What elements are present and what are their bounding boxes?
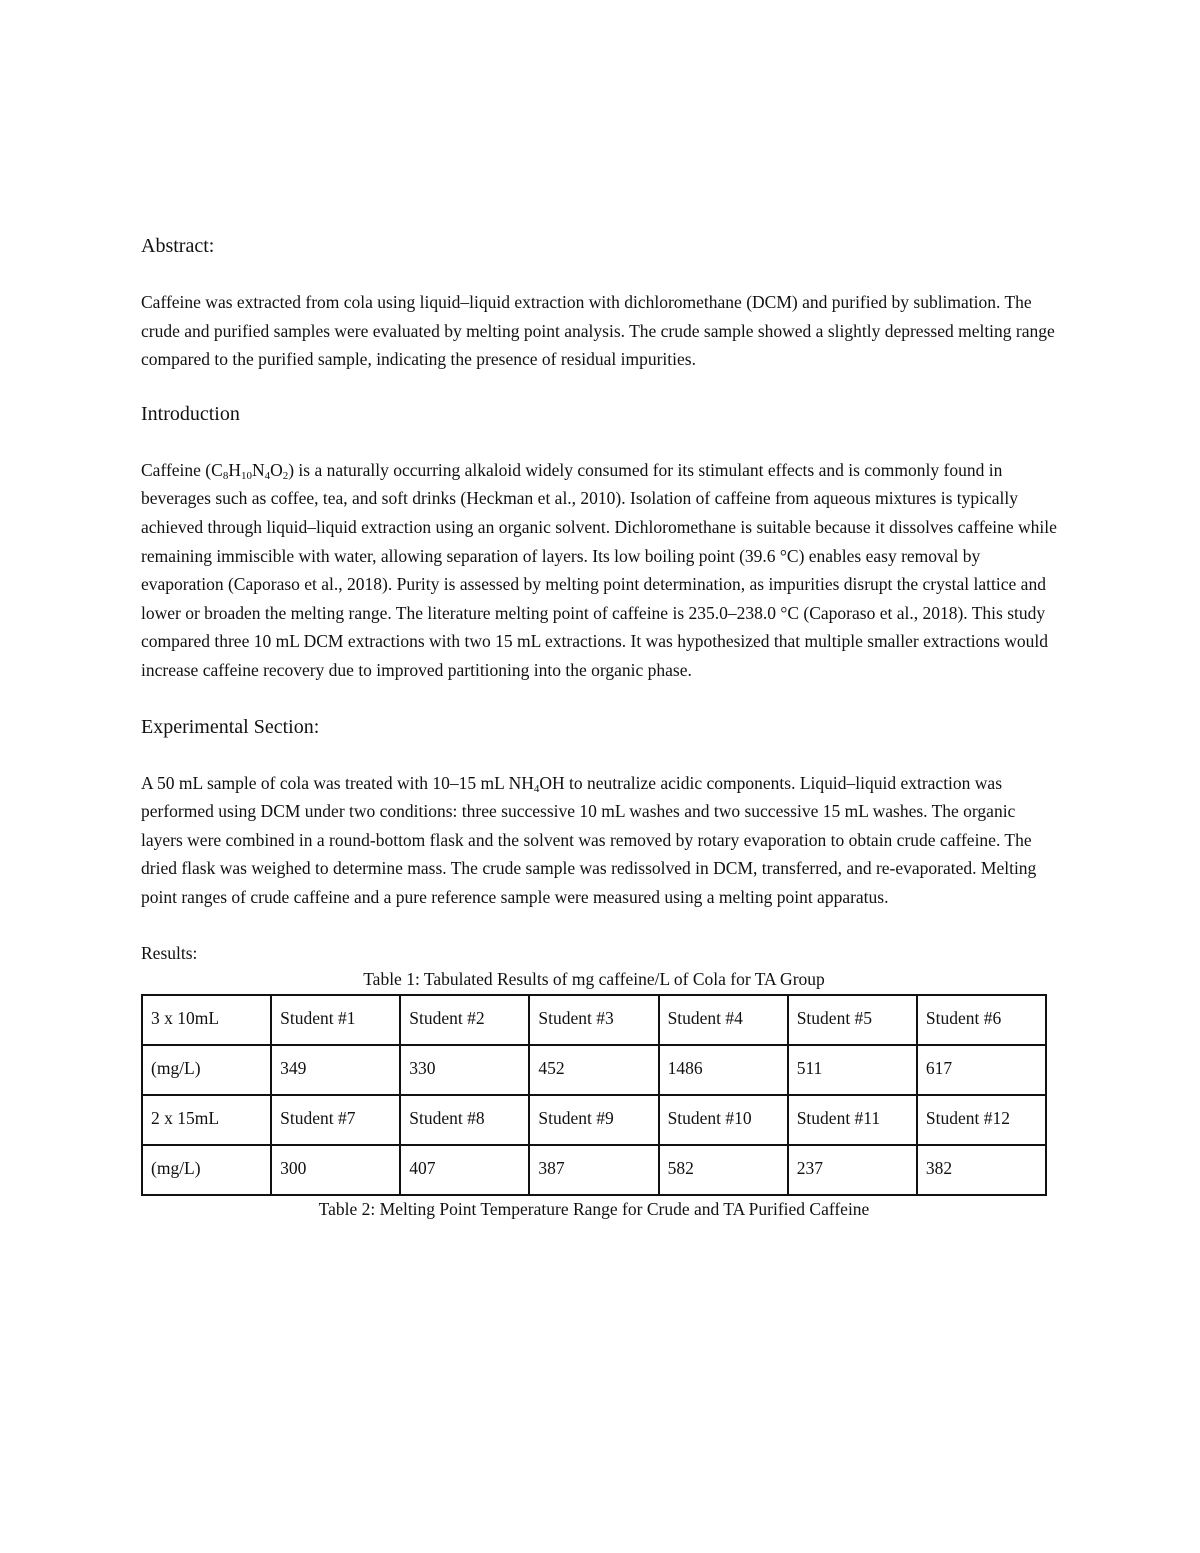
document-page: [141, 232, 1061, 1222]
formula-h-subscript: 10: [240, 469, 252, 482]
abstract-text: Caffeine was extracted from cola using liquid–liquid extraction with dichloromethane (DCM) and purified by sublimation. The crude and purified samples were evaluated by melting point analysis. The crude sample showed a slightly depressed melting range compared to the purified sample, indicating the presence of residual impurities.: [141, 292, 1055, 370]
table-cell: 452: [529, 1045, 658, 1095]
formula-o-subscript: 2: [282, 469, 289, 482]
formula-o: O: [270, 459, 283, 480]
table-cell: Student #3: [529, 995, 658, 1045]
abstract-heading: Abstract:: [141, 235, 215, 257]
nh4-subscript: 4: [533, 782, 540, 795]
table-cell: Student #2: [400, 995, 529, 1045]
table-cell: 617: [917, 1045, 1046, 1095]
table-cell: Student #8: [400, 1095, 529, 1145]
table-cell: 300: [271, 1145, 400, 1195]
experimental-text: [141, 769, 1061, 912]
table-cell: 382: [917, 1145, 1046, 1195]
table-cell: (mg/L): [142, 1145, 271, 1195]
table-cell: 511: [788, 1045, 917, 1095]
table2-caption: Table 2: Melting Point Temperature Range for Crude and TA Purified Caffeine: [318, 1198, 870, 1219]
formula-n: N: [251, 459, 265, 480]
table-cell: (mg/L): [142, 1045, 271, 1095]
introduction-text: [141, 456, 1061, 685]
table-cell: Student #1: [271, 995, 400, 1045]
formula-n-subscript: 4: [264, 469, 271, 482]
table-cell: 582: [659, 1145, 788, 1195]
table-cell: Student #7: [271, 1095, 400, 1145]
table-cell: 1486: [659, 1045, 788, 1095]
table-cell: Student #12: [917, 1095, 1046, 1145]
table-cell: Student #5: [788, 995, 917, 1045]
table-cell: 407: [400, 1145, 529, 1195]
table-cell: Student #10: [659, 1095, 788, 1145]
table-row: [142, 995, 1046, 1045]
table-row: [142, 1095, 1046, 1145]
table-cell: 3 x 10mL: [142, 995, 271, 1045]
table-cell: 2 x 15mL: [142, 1095, 271, 1145]
table-cell: 330: [400, 1045, 529, 1095]
table1-caption: Table 1: Tabulated Results of mg caffeine/L of Cola for TA Group: [363, 968, 825, 989]
table-cell: Student #6: [917, 995, 1046, 1045]
formula-h: H: [228, 459, 241, 480]
table-cell: 237: [788, 1145, 917, 1195]
experimental-heading: Experimental Section:: [141, 715, 320, 738]
formula-c-subscript: 8: [222, 469, 229, 482]
caffeine-results-table: [141, 994, 1047, 1196]
results-label: Results:: [141, 942, 198, 963]
table-cell: 387: [529, 1145, 658, 1195]
introduction-heading: Introduction: [141, 402, 240, 425]
table-row: [142, 1145, 1046, 1195]
table-cell: Student #4: [659, 995, 788, 1045]
experimental-body-end: OH to neutralize acidic components. Liquid–liquid extraction was performed using DCM under two conditions: three successive 10 mL washes and two successive 15 mL washes. The organic layers were combined in a round-bottom flask and the solvent was removed by rotary evaporation to obtain crude caffeine. The dried flask was weighed to determine mass. The crude sample was redissolved in DCM, transferred, and re-evaporated. Melting point ranges of crude caffeine and a pure reference sample were measured using a melting point apparatus.: [141, 772, 1037, 907]
table-cell: 349: [271, 1045, 400, 1095]
introduction-body: ) is a naturally occurring alkaloid widely consumed for its stimulant effects and is commonly found in beverages such as coffee, tea, and soft drinks (Heckman et al., 2010). Isolation of caffeine from aqueous mixtures is typically achieved through liquid–liquid extraction using an organic solvent. Dichloromethane is suitable because it dissolves caffeine while remaining immiscible with water, allowing separation of layers. Its low boiling point (39.6 °C) enables easy removal by evaporation (Caporaso et al., 2018). Purity is assessed by melting point determination, as impurities disrupt the crystal lattice and lower or broaden the melting range. The literature melting point of caffeine is 235.0–238.0 °C (Caporaso et al., 2018). This study compared three 10 mL DCM extractions with two 15 mL extractions. It was hypothesized that multiple smaller extractions would increase caffeine recovery due to improved partitioning into the organic phase.: [141, 459, 1057, 680]
formula-prefix: Caffeine (C: [141, 459, 223, 480]
table-row: [142, 1045, 1046, 1095]
table-cell: Student #9: [529, 1095, 658, 1145]
table-cell: Student #11: [788, 1095, 917, 1145]
experimental-body-start: A 50 mL sample of cola was treated with 10–15 mL NH: [141, 772, 534, 793]
